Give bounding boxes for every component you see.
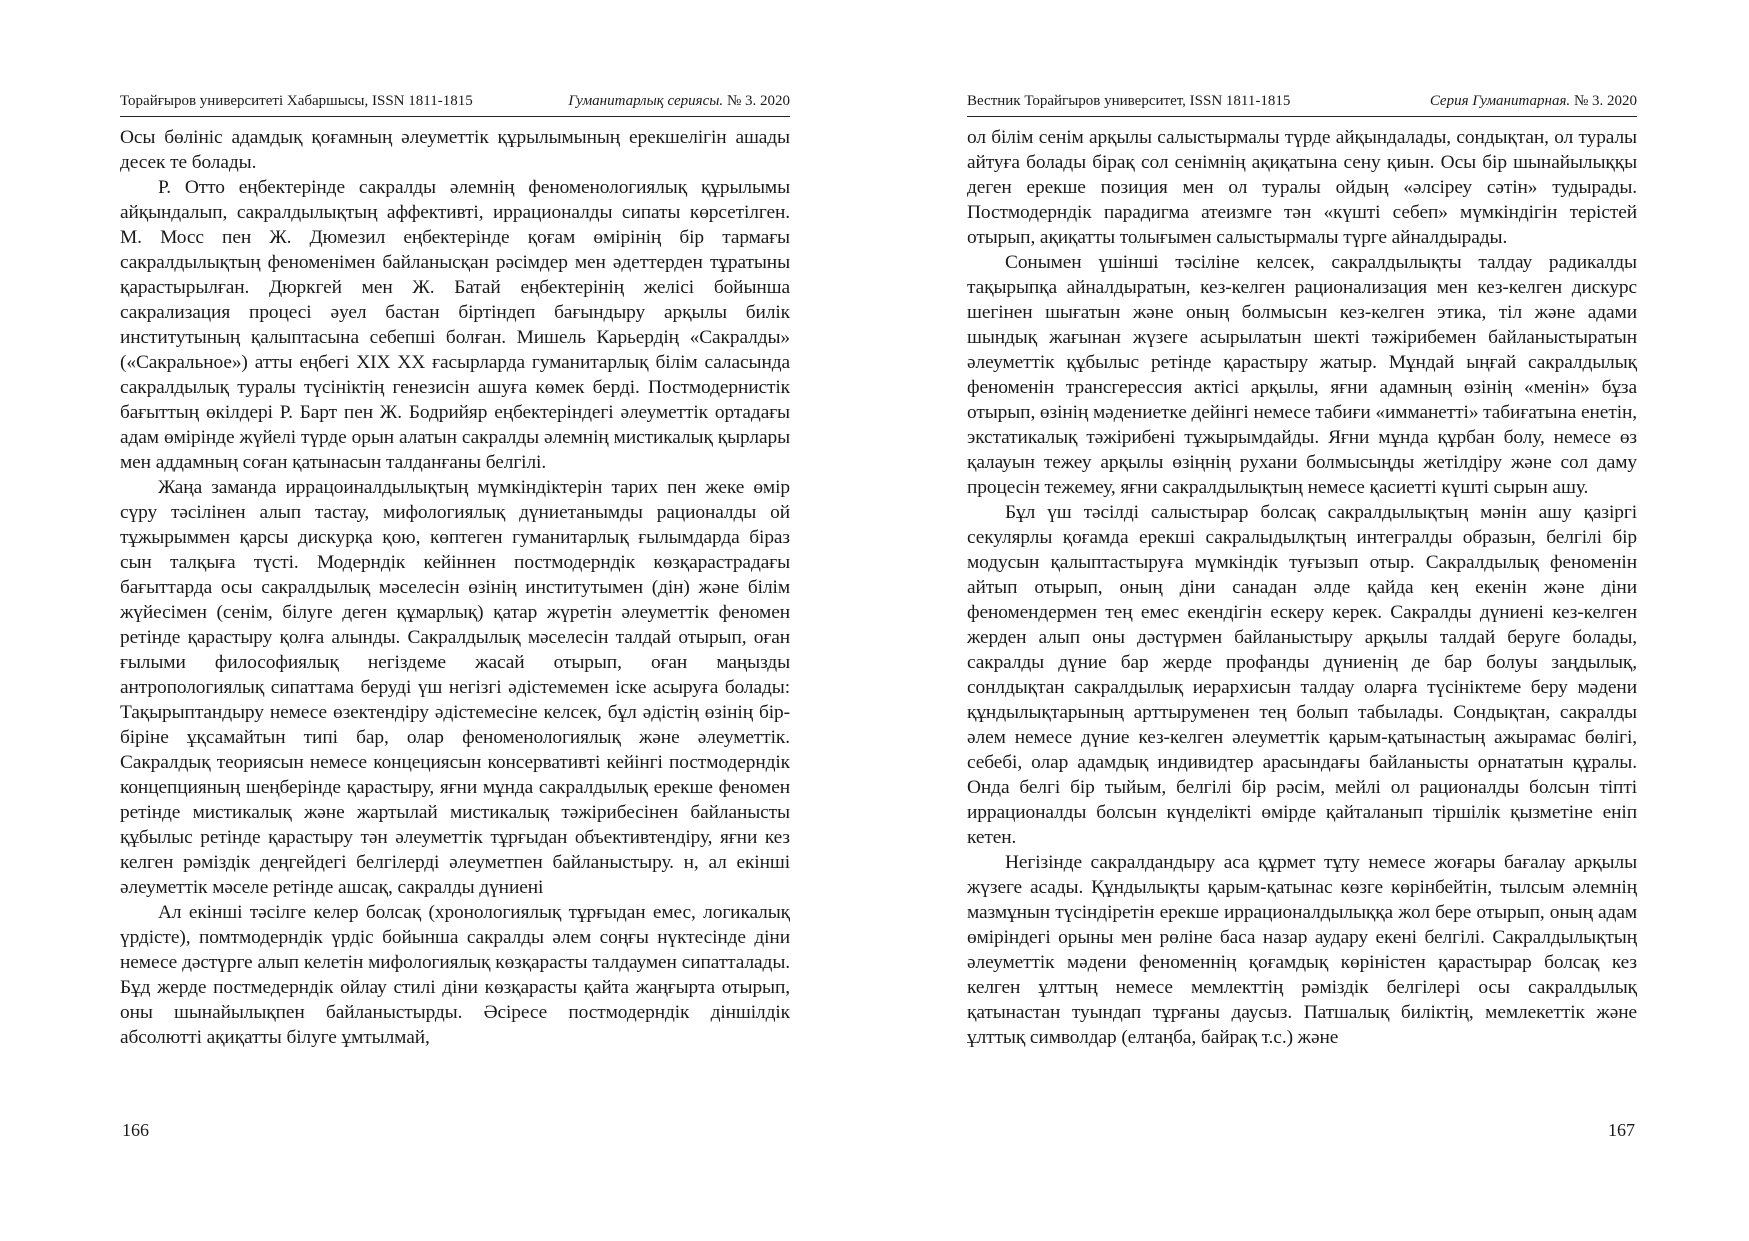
issue-info bbox=[568, 91, 790, 111]
series-title: Гуманитарлық сериясы. bbox=[568, 93, 724, 109]
paragraph: Негізінде сакралдандыру аса құрмет тұту немесе жоғары бағалау арқылы жүзеге асады. Құндылықты қарым-қатынас көзге көрінбейтін, тылсым әлемнің мазмұнын түсіндіретін ерекше иррационалдылыққа жол бере отырып, оның адам өміріндегі орыны мен рөліне баса назар аудару екені белгілі. Сакралдылықтың әлеуметтік мәдени феноменнің қоғамдық көріністен қарастырар болсақ кез келген ұлттың немесе мемлекттің рәміздік белгілері осы сакралдылық қатынастан туындап тұрғаны даусыз. Патшалық биліктің, мемлекеттік және ұлттық символдар (елтаңба, байрақ т.с.) және bbox=[967, 852, 1637, 1048]
running-head bbox=[967, 91, 1637, 111]
issue-info bbox=[1430, 91, 1637, 111]
paragraph: Бұл үш тәсілді салыстырар болсақ сакралдылықтың мәнін ашу қазіргі секулярлы қоғамда ерекші сакралыдылқтың интегралды образын, белгілі бір модусын қалыптастыруға мүмкіндік туғызып отыр. Сакралдылық феноменін айтып отырып, оның діни санадан әлде қайда кең екенін және діни феномендермен тең емес екендігін ескеру керек. Сакралды дүниені кез-келген жерден алып оны дәстүрмен байланыстыру арқылы талдай беруге болады, сакралды дүние бар жерде профанды дүниенің де бар болуы заңдылық, сонлдықтан сакралдылық иерархисын талдау оларға түсініктеме беру мәдени құндылықтарының арттыруменен тең болып табылады. Сондықтан, сакралды әлем немесе дүние кез-келген әлеуметтік қарым-қатынастың ажырамас бөлігі, себебі, олар адамдық индивидтер арасындағы байланысты орнататын құралы. Онда белгі бір тыйым, белгілі бір рәсім, мейлі ол рационалды болсын тіпті иррационалды болсын күнделікті өмірде қайталанып тіршілік қызметіне еніп кетен. bbox=[967, 502, 1637, 848]
header-rule bbox=[120, 116, 790, 117]
page-number: 167 bbox=[1608, 1120, 1635, 1140]
paragraph: Р. Отто еңбектерінде сакралды әлемнің феноменологиялық құрылымы айқындалып, сакралдылықтың аффективті, иррационалды сипаты көрсетілген. М. Мосс пен Ж. Дюмезил еңбектерінде қоғам өмірінің бір тармағы сакралдылықтың феноменімен байланысқан рәсімдер мен әдеттерден тұратыны қарастырылған. Дюркгей мен Ж. Батай еңбектерінің желісі бойынша сакрализация процесі әуел бастан біртіндеп бағындыру арқылы билік институтының қалыптасына себепші болған. Мишель Карьердің «Сакралды» («Сакральное») атты еңбегі XIX XX ғасырларда гуманитарлық білім саласында сакралдылық туралы түсініктің генезисін ашуға көмек берді. Постмодернистік бағыттың өкілдері Р. Барт пен Ж. Бодрийяр еңбектеріндегі әлеуметтік ортадағы адам өмірінде жүйелі түрде орын алатын сакралды әлемнің мистикалық қырлары мен аддамның соған қатынасын талданғаны белгілі. bbox=[120, 177, 790, 473]
journal-title: Торайғыров университеті Хабаршысы, ISSN 1811-1815 bbox=[120, 93, 473, 109]
issue-number: № 3. 2020 bbox=[1570, 93, 1637, 109]
paragraph: Осы бөлініс адамдық қоғамның әлеуметтік құрылымының ерекшелігін ашады десек те болады. bbox=[120, 127, 790, 173]
paragraph: ол білім сенім арқылы салыстырмалы түрде айқындалады, сондықтан, ол туралы айтуға болады бірақ сол сенімнің ақиқатына сену қиын. Осы бір шынайылыққы деген ерекше позиция мен ол туралы ойдың «әлсіреу сәтін» тудырады. Постмодерндік парадигма атеизмге тән «күшті себеп» мүмкіндігін терістей отырып, ақиқатты толығымен салыстырмалы түрге айналдырады. bbox=[967, 127, 1637, 248]
issue-number: № 3. 2020 bbox=[723, 93, 790, 109]
paragraph: Сонымен үшінші тәсіліне келсек, сакралдылықты талдау радикалды тақырыпқа айналдыратын, кез-келген рационализация мен кез-келген дискурс шегінен шығатын және оның болмысын кез-келген этика, тіл және адами шындық жағынан жүзеге асырылатын шекті тәжірибемен байланыстыратын әлеуметтік құбылыс ретінде қарастыру жатыр. Мұндай ыңғай сакралдылық феноменін трансгерессия актісі арқылы, яғни адамның өзінің «менін» бұза отырып, өзінің мәдениетке дейінгі немесе табиғи «имманетті» табиғатына енетін, экстатикалық тәжірибені тұжырымдайды. Яғни мұнда құрбан болу, немесе өз қалауын тежеу арқылы өзіңнің рухани болмысыңды жетілдіру және сол даму процесін тежемеу, яғни сакралдылықтың немесе қасиетті күшті сырын ашу. bbox=[967, 252, 1638, 498]
series-title: Серия Гуманитарная. bbox=[1429, 93, 1571, 109]
journal-title: Вестник Торайгыров университет, ISSN 1811-1815 bbox=[967, 93, 1291, 109]
body-text bbox=[967, 125, 1637, 1050]
paragraph: Жаңа заманда иррацоиналдылықтың мүмкіндіктерін тарих пен жеке өмір сүру тәсілінен алып тастау, мифологиялық дүниетанымды рационалды ой тұжырыммен қарсы дискурқа қою, көптеген гуманитарлық ғылымдарда біраз сын талқыға түсті. Модерндік кейіннен постмодерндік көзқарастрадағы бағыттарда осы сакралдылық мәселесін өзінің институтымен (дін) және білім жүйесімен (сенім, білуге деген құмарлық) қатар жүретін әлеуметтік феномен ретінде қарастыру қолға алынды. Сакралдылық мәселесін талдай отырып, оған ғылыми философиялық негіздеме жасай отырып, оған маңызды антропологиялық сипаттама беруді үш негізгі әдістемемен іске асыруға болады: Тақырыптандыру немесе өзектендіру әдістемесіне келсек, бұл әдістің өзінің бір-біріне ұқсамайтын типі бар, олар феноменологиялық және әлеуметтік. Сакралдық теориясын немесе концециясын консервативті кейінгі постмодерндік концепцияның шеңберінде қарастыру, яғни мұнда сакралдылық ерекше феномен ретінде мистикалық және жартылай мистикалық тәжірибесінен байланысты құбылыс ретінде қарастыру тән әлеуметтік тұрғыдан объективтендіру, яғни кез келген рәміздік деңгейдегі белгілерді әлеуметпен байланыстыру. н, ал екінші әлеуметтік мәселе ретінде ашсақ, сакралды дүниені bbox=[120, 477, 790, 898]
paragraph: Ал екінші тәсілге келер болсақ (хронологиялық тұрғыдан емес, логикалық үрдісте), помтмодерндік үрдіс бойынша сакралды әлем соңғы нүктесінде діни немесе дәстүрге алып келетін мифологиялық көзқарасты талдаумен сипатталады. Бұд жерде постмедерндік ойлау стилі діни көзқарасты қайта жаңғырта отырып, оны шынайылықпен байланыстырды. Әсіресе постмодерндік діншілдік абсолютті ақиқатты білуге ұмтылмай, bbox=[120, 902, 790, 1048]
body-text bbox=[120, 125, 790, 1050]
left-page bbox=[120, 0, 790, 1241]
page-number: 166 bbox=[122, 1120, 149, 1140]
running-head bbox=[120, 91, 790, 111]
right-page bbox=[967, 0, 1637, 1241]
header-rule bbox=[967, 116, 1637, 117]
